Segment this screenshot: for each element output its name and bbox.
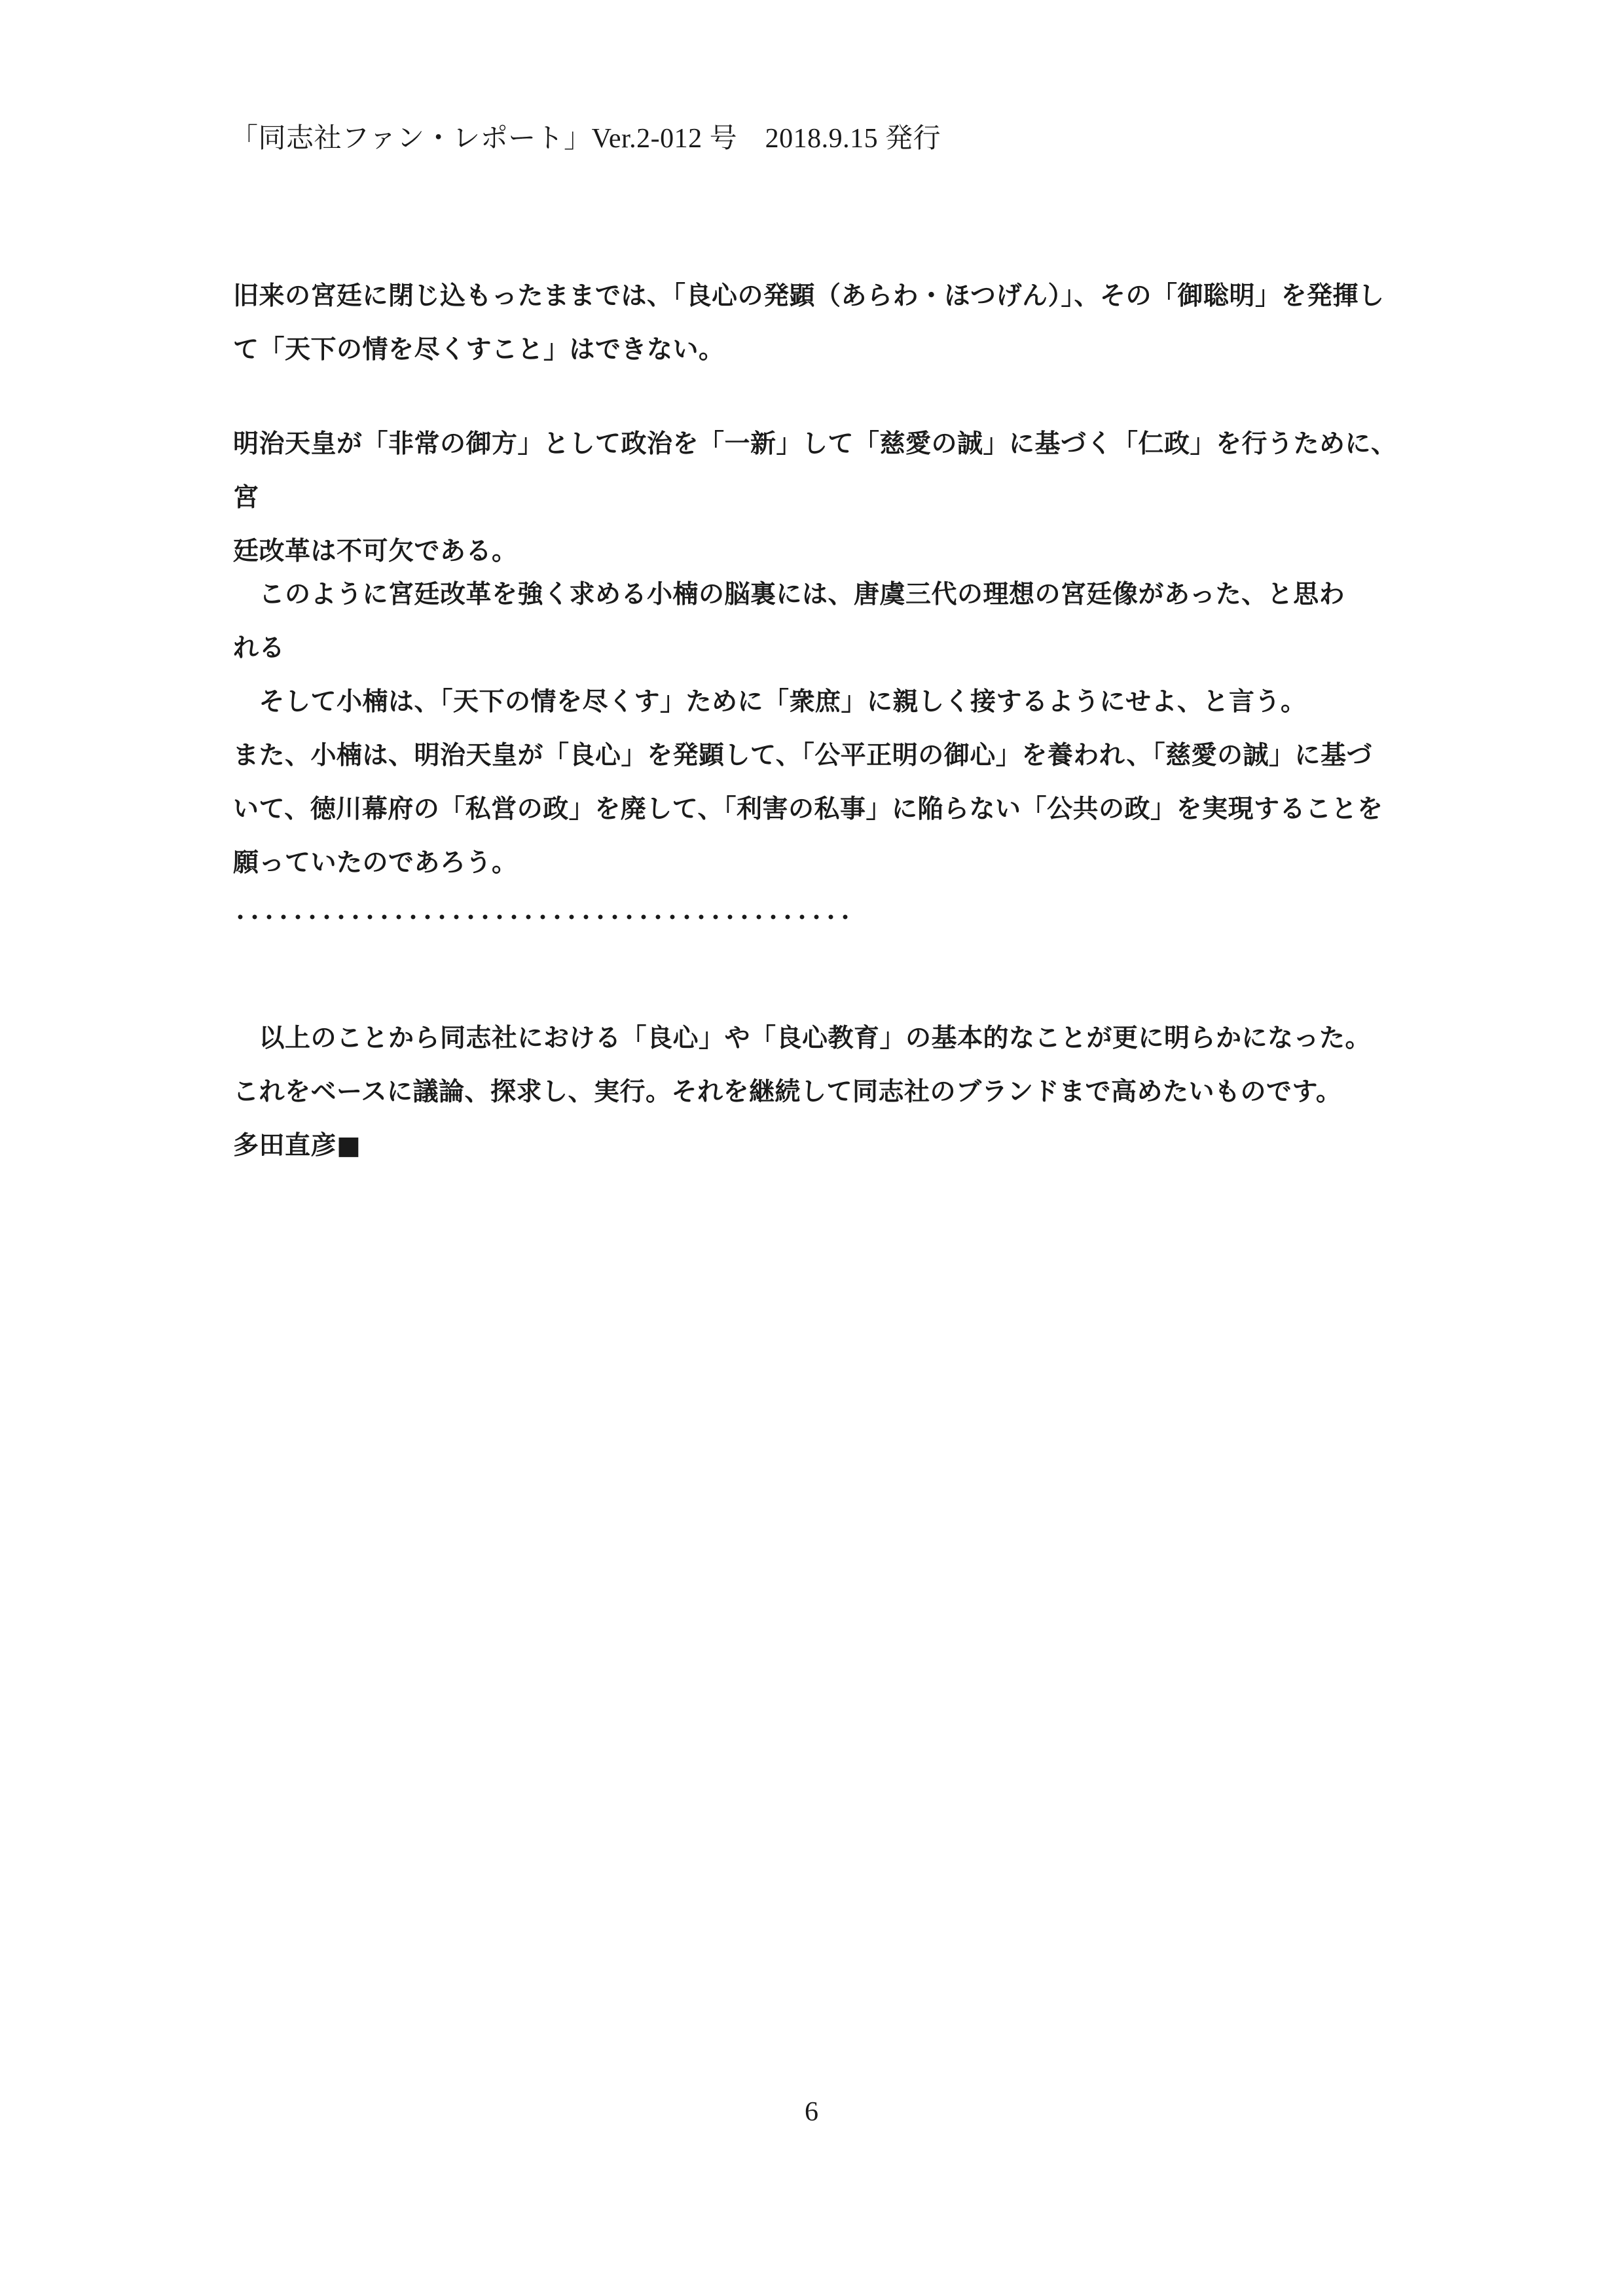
text-line: 廷改革は不可欠である。 — [233, 537, 518, 566]
text-line: いて、徳川幕府の「私営の政」を廃して、「利害の私事」に陥らない「公共の政」を実現することを — [233, 795, 1383, 824]
paragraph-2 — [233, 418, 1405, 579]
text-line: 旧来の宮廷に閉じ込もったままでは、「良心の発顕（あらわ・ほつげん）」、その「御聡明」を発揮し — [233, 281, 1385, 311]
text-line: このように宮廷改革を強く求める小楠の脳裏には、唐虞三代の理想の宮廷像があった、と思わ — [233, 580, 1345, 609]
text-line: また、小楠は、明治天皇が「良心」を発顕して、「公平正明の御心」を養われ、「慈愛の誠」に基づ — [233, 741, 1373, 770]
text-line: 明治天皇が「非常の御方」として政治を「一新」して「慈愛の誠」に基づく「仁政」を行うために、宮 — [233, 429, 1397, 512]
author-signature: 多田直彦■ — [233, 1131, 361, 1160]
text-line: 願っていたのであろう。 — [233, 848, 518, 878]
text-line: れる — [233, 634, 285, 663]
text-line: そして小楠は、「天下の情を尽くす」ために「衆庶」に親しく接するようにせよ、と言う。 — [233, 687, 1307, 717]
dotted-separator — [233, 914, 855, 920]
text-line: 以上のことから同志社における「良心」や「良心教育」の基本的なことが更に明らかになった。 — [233, 1024, 1372, 1053]
paragraph-1 — [233, 270, 1405, 377]
report-header: 「同志社ファン・レポート」Ver.2-012 号 2018.9.15 発行 — [230, 124, 941, 154]
text-line: て「天下の情を尽くすこと」はできない。 — [233, 335, 725, 365]
text-line: これをベースに議論、探求し、実行。それを継続して同志社のブランドまで高めたいものです。 — [233, 1077, 1342, 1107]
paragraph-4 — [233, 1012, 1405, 1173]
page-number: 6 — [805, 2097, 818, 2127]
paragraph-3 — [233, 568, 1405, 890]
